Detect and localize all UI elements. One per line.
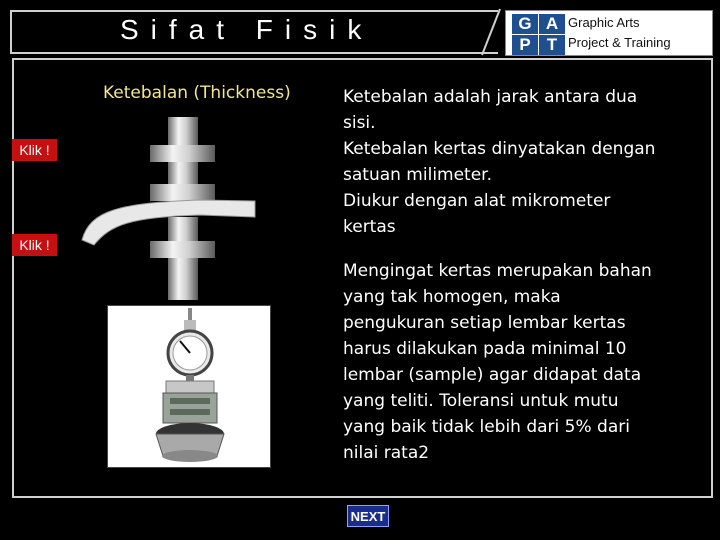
text-line: kertas xyxy=(343,217,396,237)
logo-letter: A xyxy=(539,14,565,34)
description-paragraph-1 xyxy=(343,84,688,240)
text-line: yang teliti. Toleransi untuk mutu xyxy=(343,391,619,411)
text-line: yang tak homogen, maka xyxy=(343,287,561,307)
micrometer-illustration xyxy=(80,115,280,305)
logo-letter: P xyxy=(512,35,538,55)
header-frame-slant xyxy=(480,8,502,56)
text-line: sisi. xyxy=(343,113,376,133)
logo-line-2: Project & Training xyxy=(568,35,671,50)
logo-letter: T xyxy=(539,35,565,55)
text-line: yang baik tidak lebih dari 5% dari xyxy=(343,417,630,437)
text-line: Ketebalan kertas dinyatakan dengan xyxy=(343,139,656,159)
text-line: nilai rata2 xyxy=(343,443,430,463)
description-paragraph-2 xyxy=(343,258,688,466)
next-button[interactable]: NEXT xyxy=(347,505,389,527)
text-line: pengukuran setiap lembar kertas xyxy=(343,313,626,333)
klik-button-1[interactable]: Klik ! xyxy=(12,139,57,161)
text-line: satuan milimeter. xyxy=(343,165,493,185)
text-line: Mengingat kertas merupakan bahan xyxy=(343,261,652,281)
logo-letter: G xyxy=(512,14,538,34)
text-line: lembar (sample) agar didapat data xyxy=(343,365,642,385)
micrometer-photo xyxy=(107,305,271,468)
klik-button-2[interactable]: Klik ! xyxy=(12,234,57,256)
logo xyxy=(505,10,713,56)
section-heading: Ketebalan (Thickness) xyxy=(103,83,291,103)
text-line: Ketebalan adalah jarak antara dua xyxy=(343,87,638,107)
text-line: Diukur dengan alat mikrometer xyxy=(343,191,611,211)
logo-line-1: Graphic Arts xyxy=(568,15,640,30)
page-title: Sifat Fisik xyxy=(120,14,374,45)
text-line: harus dilakukan pada minimal 10 xyxy=(343,339,627,359)
